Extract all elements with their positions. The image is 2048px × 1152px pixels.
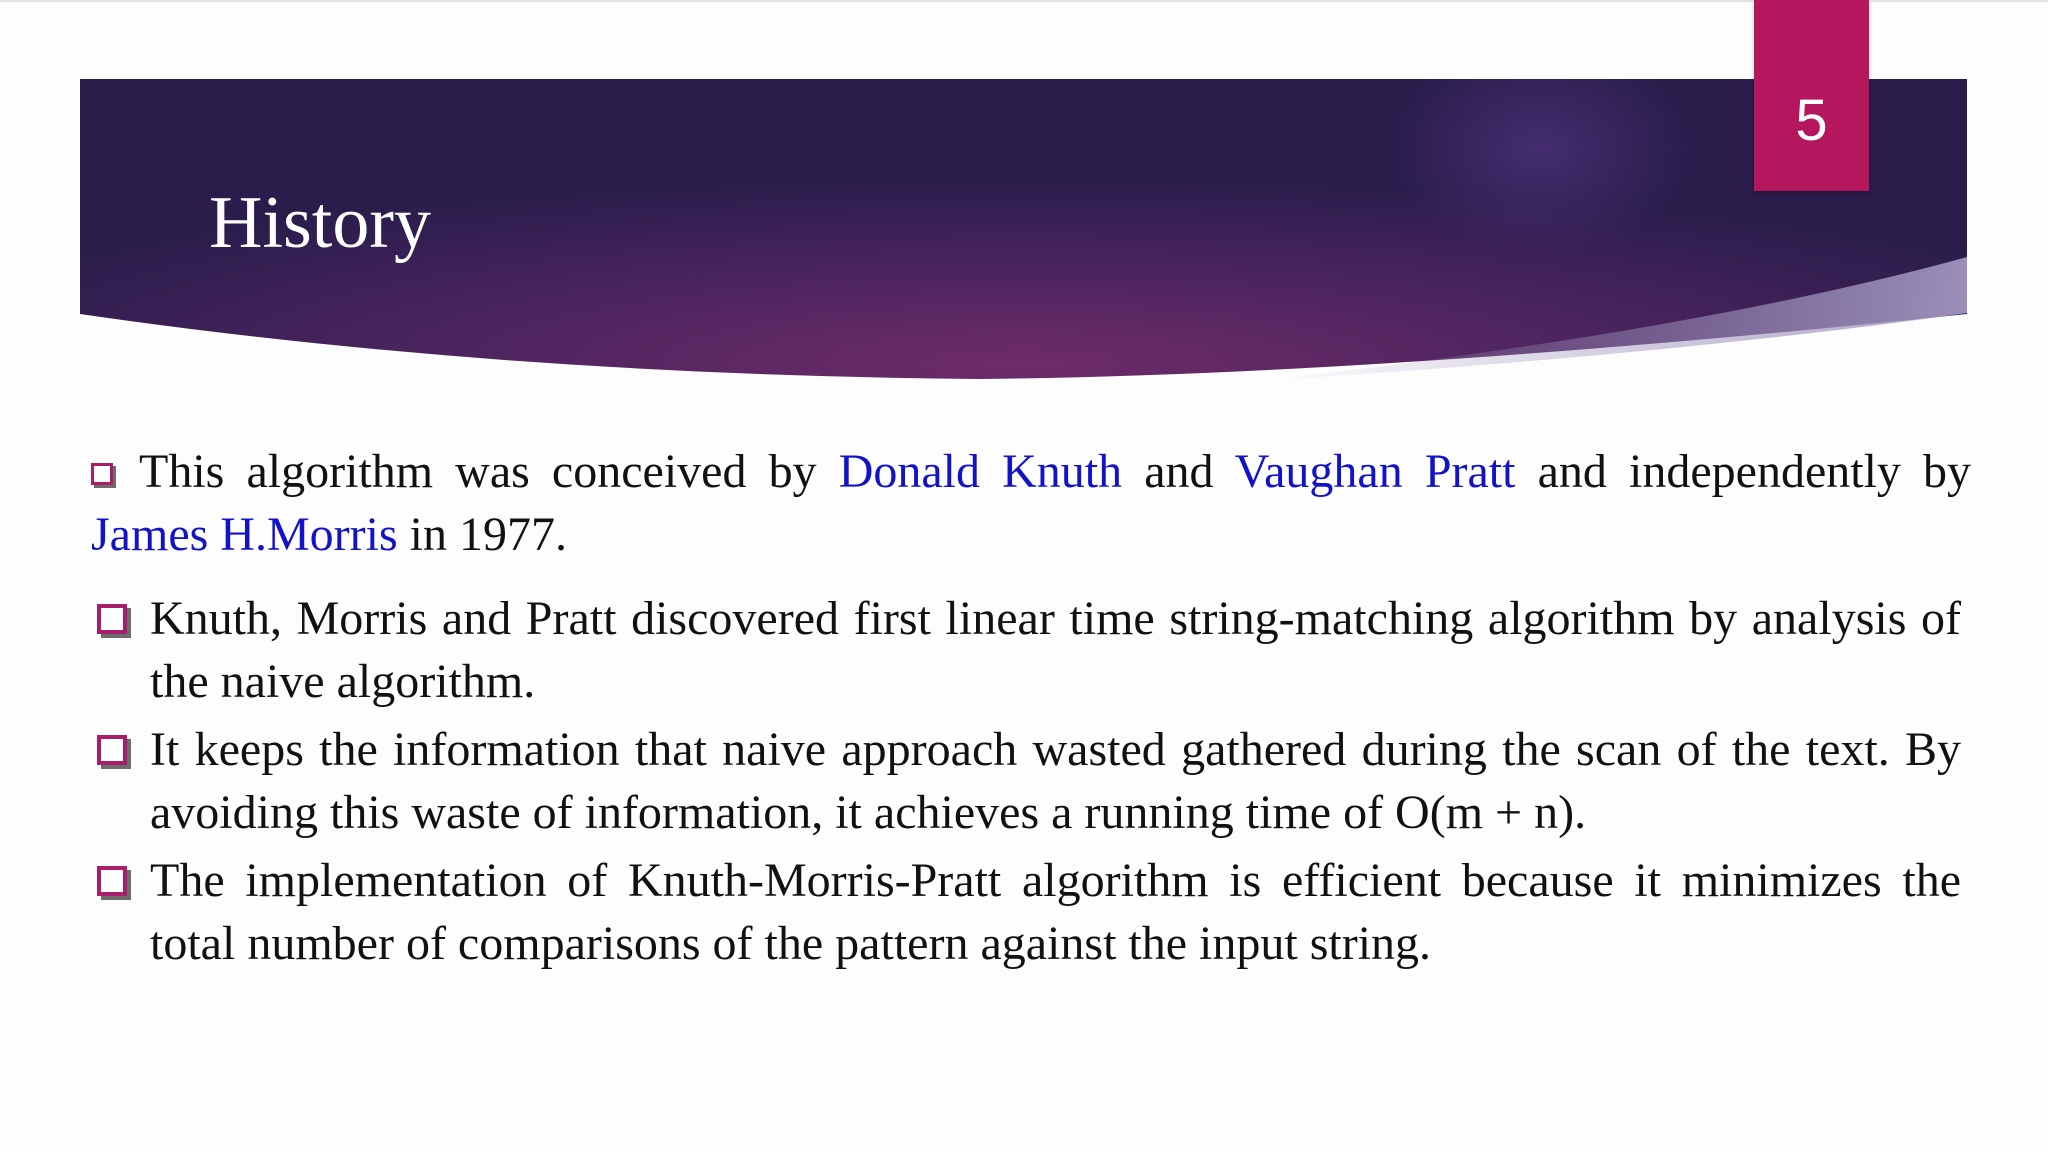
checkbox-square-icon (91, 463, 113, 485)
bullet-text-segment: This algorithm was conceived by (139, 445, 839, 498)
link-james-morris: James H.Morris (91, 508, 398, 561)
bullet-text: The implementation of Knuth-Morris-Pratt algorithm is efficient because it minimizes the total number of comparisons of the pattern against the input string. (150, 854, 1961, 970)
slide-title: History (209, 182, 431, 264)
bullet-text: It keeps the information that naive approach wasted gathered during the scan of the text. By avoiding this waste of information, it achieves a running time of O(m + n). (150, 723, 1961, 839)
bullet-list (91, 440, 1971, 975)
bullet-text-segment: in 1977. (397, 508, 567, 561)
link-vaughan-pratt: Vaughan Pratt (1234, 445, 1516, 498)
bullet-item-history-origin (91, 440, 1971, 566)
checkbox-square-icon (97, 604, 127, 634)
bullet-text-segment: and (1122, 445, 1235, 498)
bullet-item-efficiency (91, 849, 1961, 975)
top-rule (0, 0, 2048, 2)
bullet-text-segment: and independently by (1515, 445, 1972, 498)
page-number-badge: 5 (1754, 0, 1869, 191)
checkbox-square-icon (97, 866, 127, 896)
checkbox-square-icon (97, 735, 127, 765)
bullet-item-running-time (91, 718, 1961, 844)
bullet-item-linear-time (91, 587, 1961, 713)
bullet-text: Knuth, Morris and Pratt discovered first linear time string-matching algorithm by analysis of the naive algorithm. (150, 592, 1961, 708)
link-donald-knuth: Donald Knuth (838, 445, 1123, 498)
